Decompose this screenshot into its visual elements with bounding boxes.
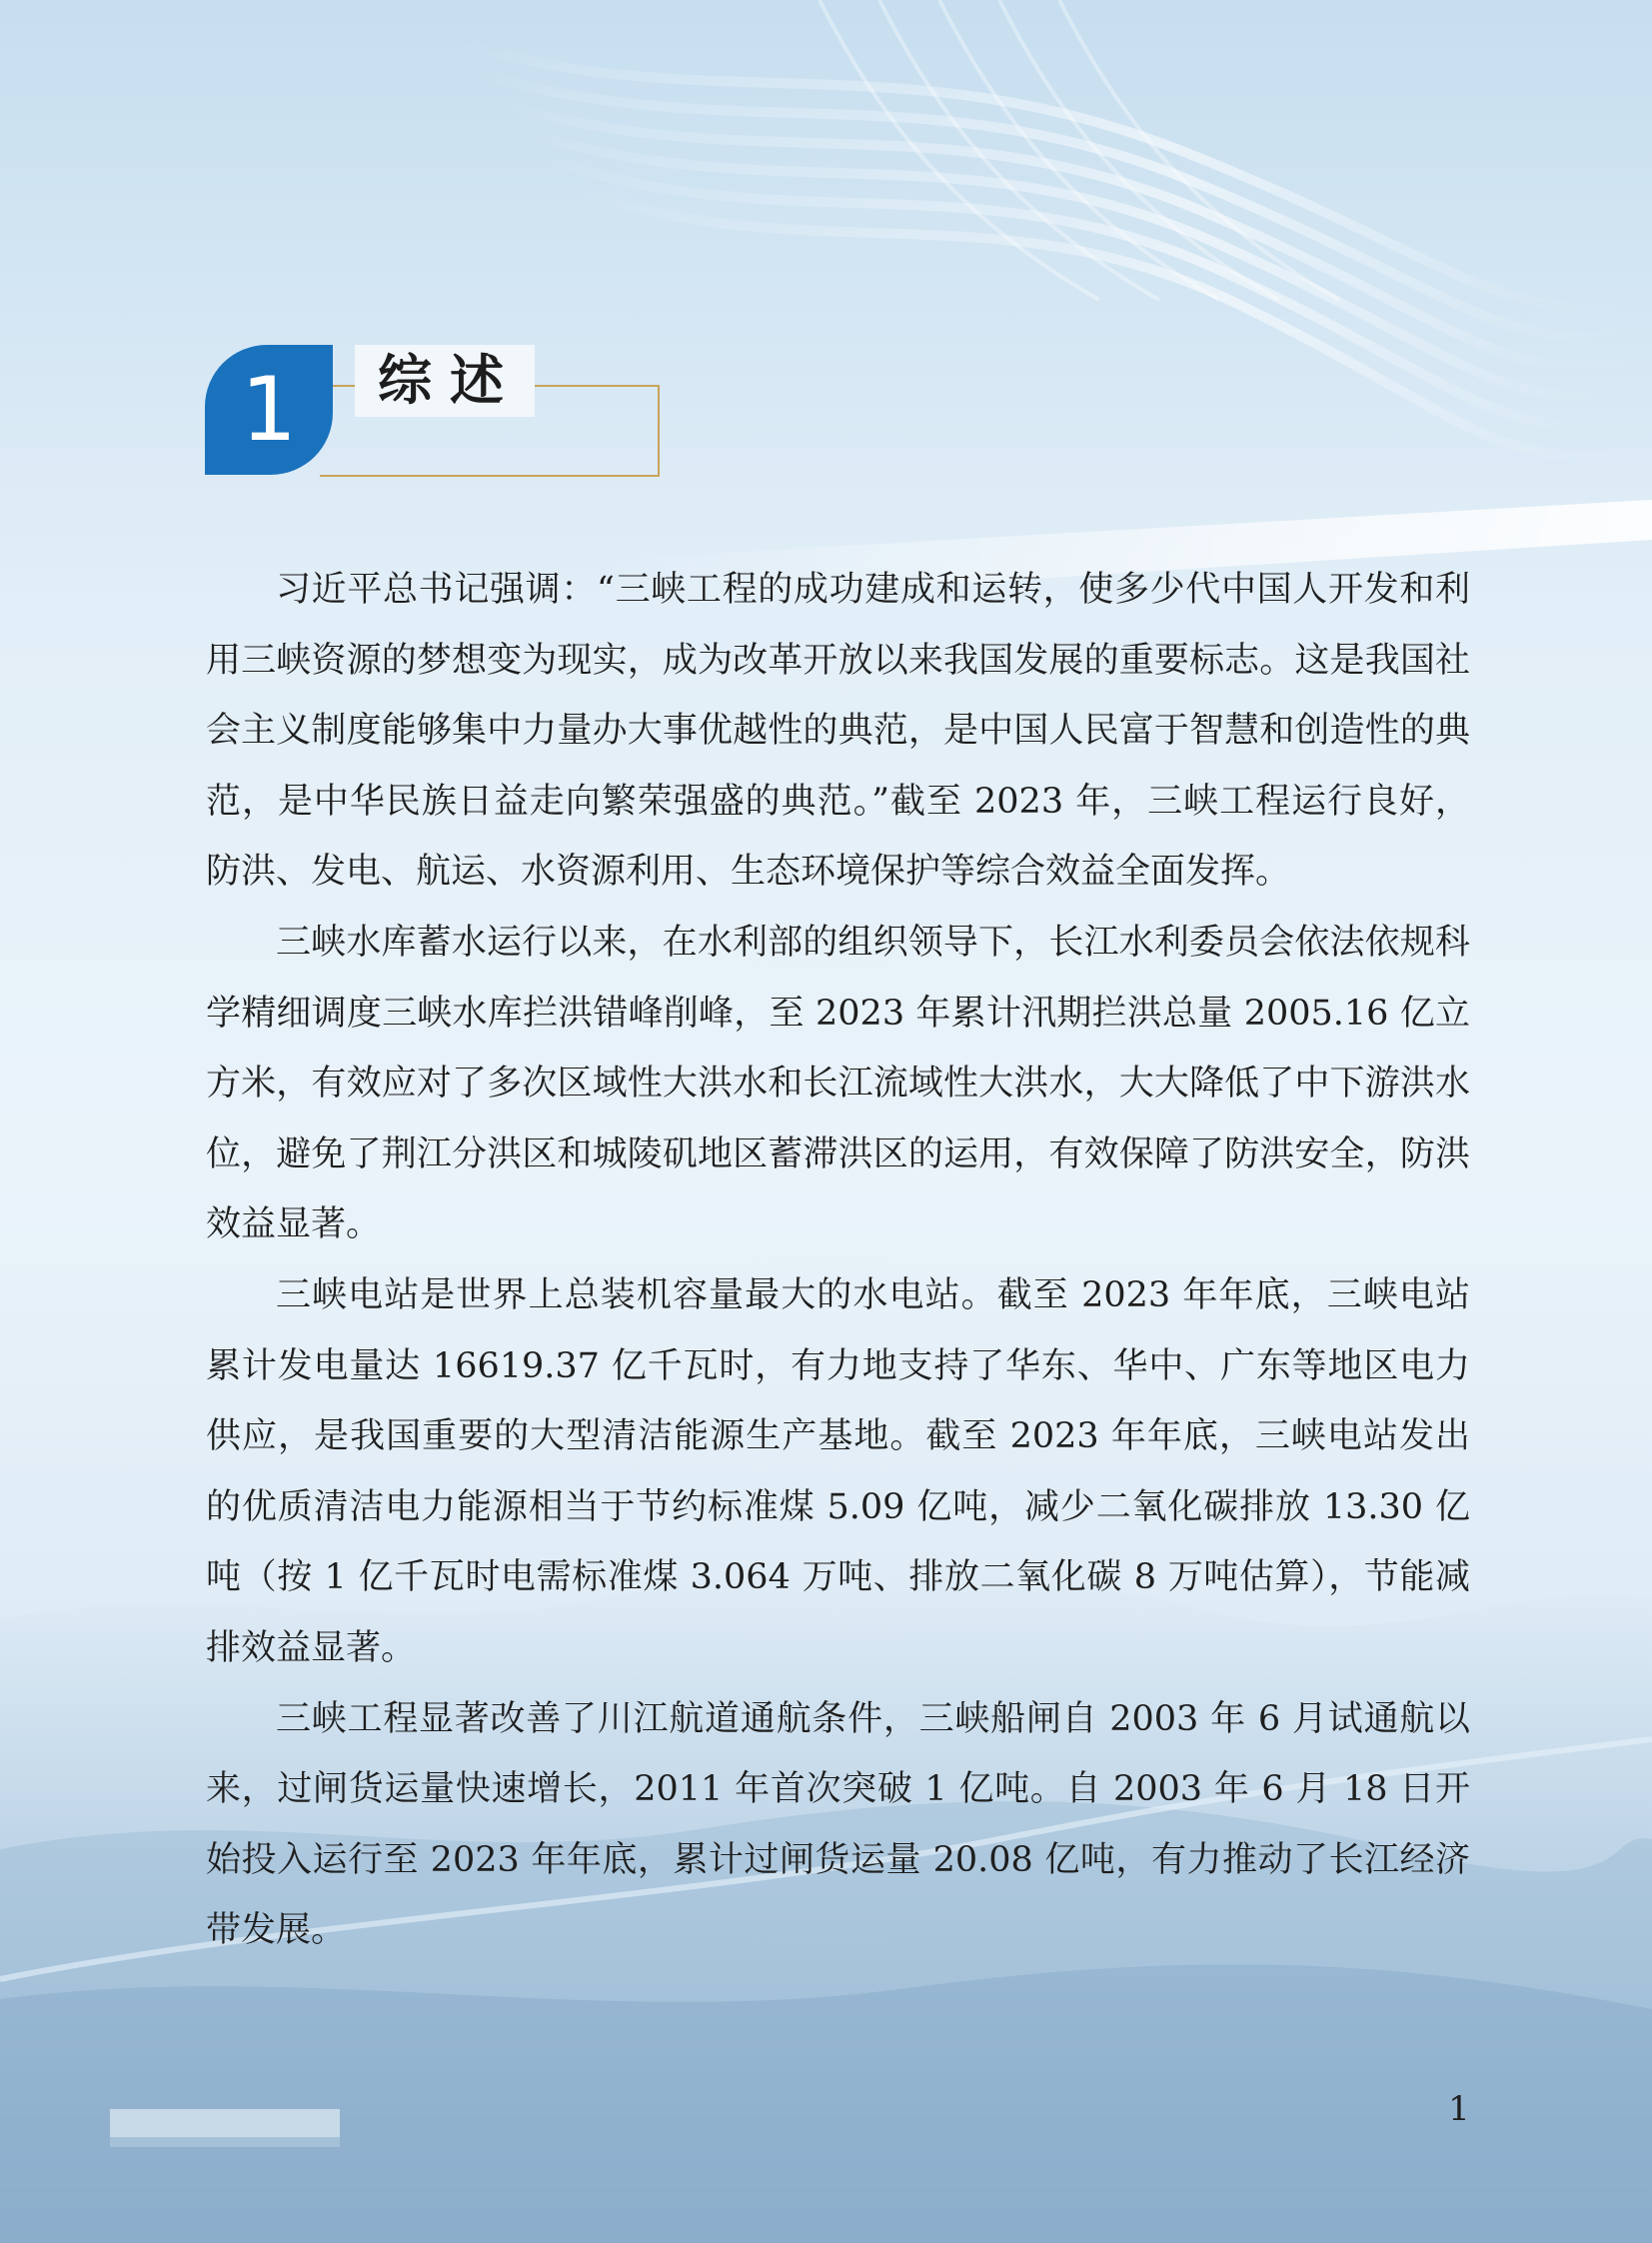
chapter-title: 综述	[355, 345, 535, 417]
paragraph-power-generation: 三峡电站是世界上总装机容量最大的水电站。截至 2023 年年底，三峡电站累计发电量达 16619.37 亿千瓦时，有力地支持了华东、华中、广东等地区电力供应，是我国重要的大型清洁能源生产基地。截至 2023 年年底，三峡电站发出的优质清洁电力能源相当于节约标准煤 5.09 亿吨，减少二氧化碳排放 13.30 亿吨（按 1 亿千瓦时电需标准煤 3.064 万吨、排放二氧化碳 8 万吨估算），节能减排效益显著。	[206, 1274, 1470, 1668]
body-text	[206, 555, 1470, 1966]
chapter-number-badge: 1	[205, 345, 333, 475]
page-number: 1	[1448, 2089, 1470, 2129]
paragraph-navigation: 三峡工程显著改善了川江航道通航条件，三峡船闸自 2003 年 6 月试通航以来，过闸货运量快速增长，2011 年首次突破 1 亿吨。自 2003 年 6 月 18 日开始投入运行至 2023 年年底，累计过闸货运量 20.08 亿吨，有力推动了长江经济带发展。	[206, 1698, 1470, 1951]
paragraph-overview: 习近平总书记强调：“三峡工程的成功建成和运转，使多少代中国人开发和利用三峡资源的梦想变为现实，成为改革开放以来我国发展的重要标志。这是我国社会主义制度能够集中力量办大事优越性的典范，是中国人民富于智慧和创造性的典范，是中华民族日益走向繁荣强盛的典范。”截至 2023 年，三峡工程运行良好，防洪、发电、航运、水资源利用、生态环境保护等综合效益全面发挥。	[206, 570, 1470, 893]
chapter-header	[205, 345, 660, 475]
paragraph-flood-control: 三峡水库蓄水运行以来，在水利部的组织领导下，长江水利委员会依法依规科学精细调度三峡水库拦洪错峰削峰，至 2023 年累计汛期拦洪总量 2005.16 亿立方米，有效应对了多次区域性大洪水和长江流域性大洪水，大大降低了中下游洪水位，避免了荆江分洪区和城陵矶地区蓄滞洪区的运用，有效保障了防洪安全，防洪效益显著。	[206, 922, 1470, 1245]
